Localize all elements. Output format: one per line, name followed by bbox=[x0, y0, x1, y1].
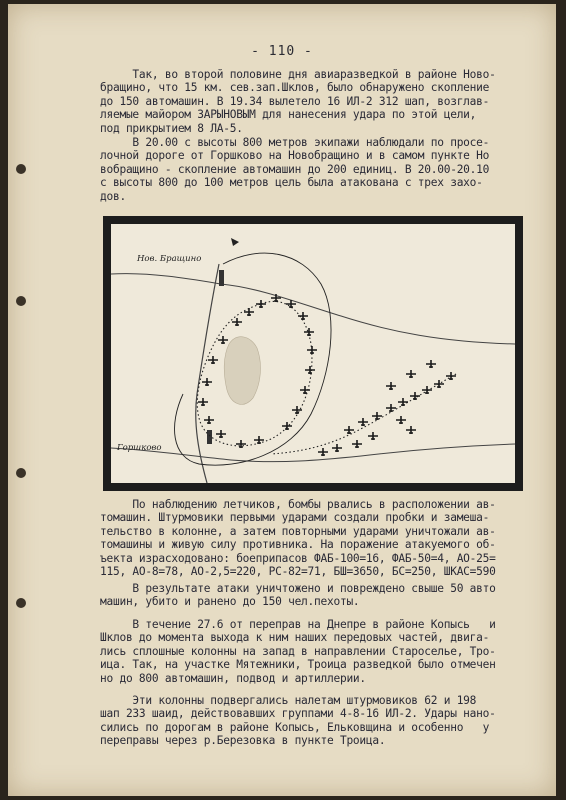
aircraft-icon bbox=[332, 444, 342, 452]
punch-hole bbox=[16, 164, 26, 174]
paragraph-6: Эти колонны подвергались налетам штурмовиков 62 и 198 шап 233 шаид, действовавших группами 4-8-16 ИЛ-2. Удары нано- сились по дорогам в районе Копысь, Ельковщина и особенно у переправы через р.Березовка в пункте Троица. bbox=[100, 694, 496, 748]
map-label-gorshkovo: Горшково bbox=[117, 443, 162, 453]
road-line bbox=[196, 264, 219, 483]
aircraft-icon bbox=[396, 416, 406, 424]
aircraft-icon bbox=[422, 386, 432, 394]
aircraft-icon bbox=[398, 398, 408, 406]
settlement-marker bbox=[219, 270, 224, 286]
paragraph-3: По наблюдению летчиков, бомбы рвались в расположении ав- томашин. Штурмовики первыми ударами создали пробки и замеша- тельство в колонне, а затем повторными ударами уничтожали ав- томашины и живую силу противника. На поражение атакуемого об- ъекта израсходовано: боеприпасов ФАБ-100=16, ФАБ-50=4, АО-25= 115, АО-8=78, АО-2,5=220, РС-82=71, БШ=3650, БС=250, ШКАС=590 bbox=[100, 498, 496, 579]
aircraft-icon bbox=[256, 300, 266, 308]
paragraph-5: В течение 27.6 от переправ на Днепре в районе Копысь и Шклов до момента выхода к ним наших передовых частей, двига- лись сплошные колонны на запад в направлении Староселье, Тро- ица. Так, на участке Мятежники, Троица разведкой было отмечен но до 800 автомашин, подвод и артиллерии. bbox=[100, 618, 496, 685]
aircraft-icon bbox=[386, 404, 396, 412]
aircraft-icon bbox=[372, 412, 382, 420]
paragraph-4: В результате атаки уничтожено и повреждено свыше 50 авто машин, убито и ранено до 150 чел.пехоты. bbox=[100, 582, 496, 609]
aircraft-icon bbox=[446, 372, 456, 380]
aircraft-icon bbox=[254, 436, 264, 444]
direction-arrow-icon bbox=[231, 238, 239, 246]
aircraft-icon bbox=[218, 336, 228, 344]
aircraft-icon bbox=[208, 356, 218, 364]
aircraft-icon bbox=[244, 308, 254, 316]
aircraft-icon bbox=[204, 416, 214, 424]
aircraft-icon bbox=[304, 328, 314, 336]
aircraft-icon bbox=[282, 422, 292, 430]
aircraft-icon bbox=[358, 418, 368, 426]
map-drawing bbox=[111, 224, 515, 483]
aircraft-icon bbox=[236, 440, 246, 448]
aircraft-icon bbox=[305, 366, 315, 374]
aircraft-icon bbox=[318, 448, 328, 456]
punch-hole bbox=[16, 296, 26, 306]
page-number: - 110 - bbox=[251, 44, 313, 59]
settlement-marker bbox=[207, 430, 212, 444]
paragraph-1: Так, во второй половине дня авиаразведкой в районе Ново- бращино, что 15 км. сев.зап.Шклов, было обнаружено скопление до 150 автомашин. В 19.34 вылетело 16 ИЛ-2 312 шап, возглав- ляемые майором ЗАРЫНОВЫМ для нанесения удара по этой цели, под прикрытием 8 ЛА-5. bbox=[100, 68, 496, 135]
aircraft-icon bbox=[202, 378, 212, 386]
paragraph-2: В 20.00 с высоты 800 метров экипажи наблюдали по просе- лочной дороге от Горшково на Новобращино и в самом пункте Но вобращино - скопление автомашин до 200 единиц. В 20.00-20.10 с высоты 800 до 100 метров цель была атакована с трех захо- дов. bbox=[100, 136, 490, 203]
aircraft-icon bbox=[198, 398, 208, 406]
aircraft-icon bbox=[406, 426, 416, 434]
aircraft-icon bbox=[216, 430, 226, 438]
punch-hole bbox=[16, 468, 26, 478]
punch-hole bbox=[16, 598, 26, 608]
aircraft-icon bbox=[410, 392, 420, 400]
aircraft-icon bbox=[386, 382, 396, 390]
aircraft-icon bbox=[406, 370, 416, 378]
document-page bbox=[8, 4, 556, 796]
road-line bbox=[111, 444, 515, 462]
aircraft-icon bbox=[426, 360, 436, 368]
road-line bbox=[111, 274, 515, 344]
aircraft-icon bbox=[300, 386, 310, 394]
attack-scheme-map bbox=[111, 224, 515, 483]
aircraft-icon bbox=[434, 380, 444, 388]
forest-patch bbox=[224, 337, 260, 405]
aircraft-icon bbox=[307, 346, 317, 354]
map-label-novobrashchino: Нов. Бращино bbox=[137, 254, 202, 264]
map-figure bbox=[103, 216, 523, 491]
aircraft-icon bbox=[292, 406, 302, 414]
aircraft-icon bbox=[368, 432, 378, 440]
aircraft-icon bbox=[271, 294, 281, 302]
aircraft-icon bbox=[232, 318, 242, 326]
aircraft-icon bbox=[352, 440, 362, 448]
incoming-track bbox=[271, 374, 456, 454]
aircraft-icon bbox=[298, 312, 308, 320]
aircraft-icon bbox=[344, 426, 354, 434]
